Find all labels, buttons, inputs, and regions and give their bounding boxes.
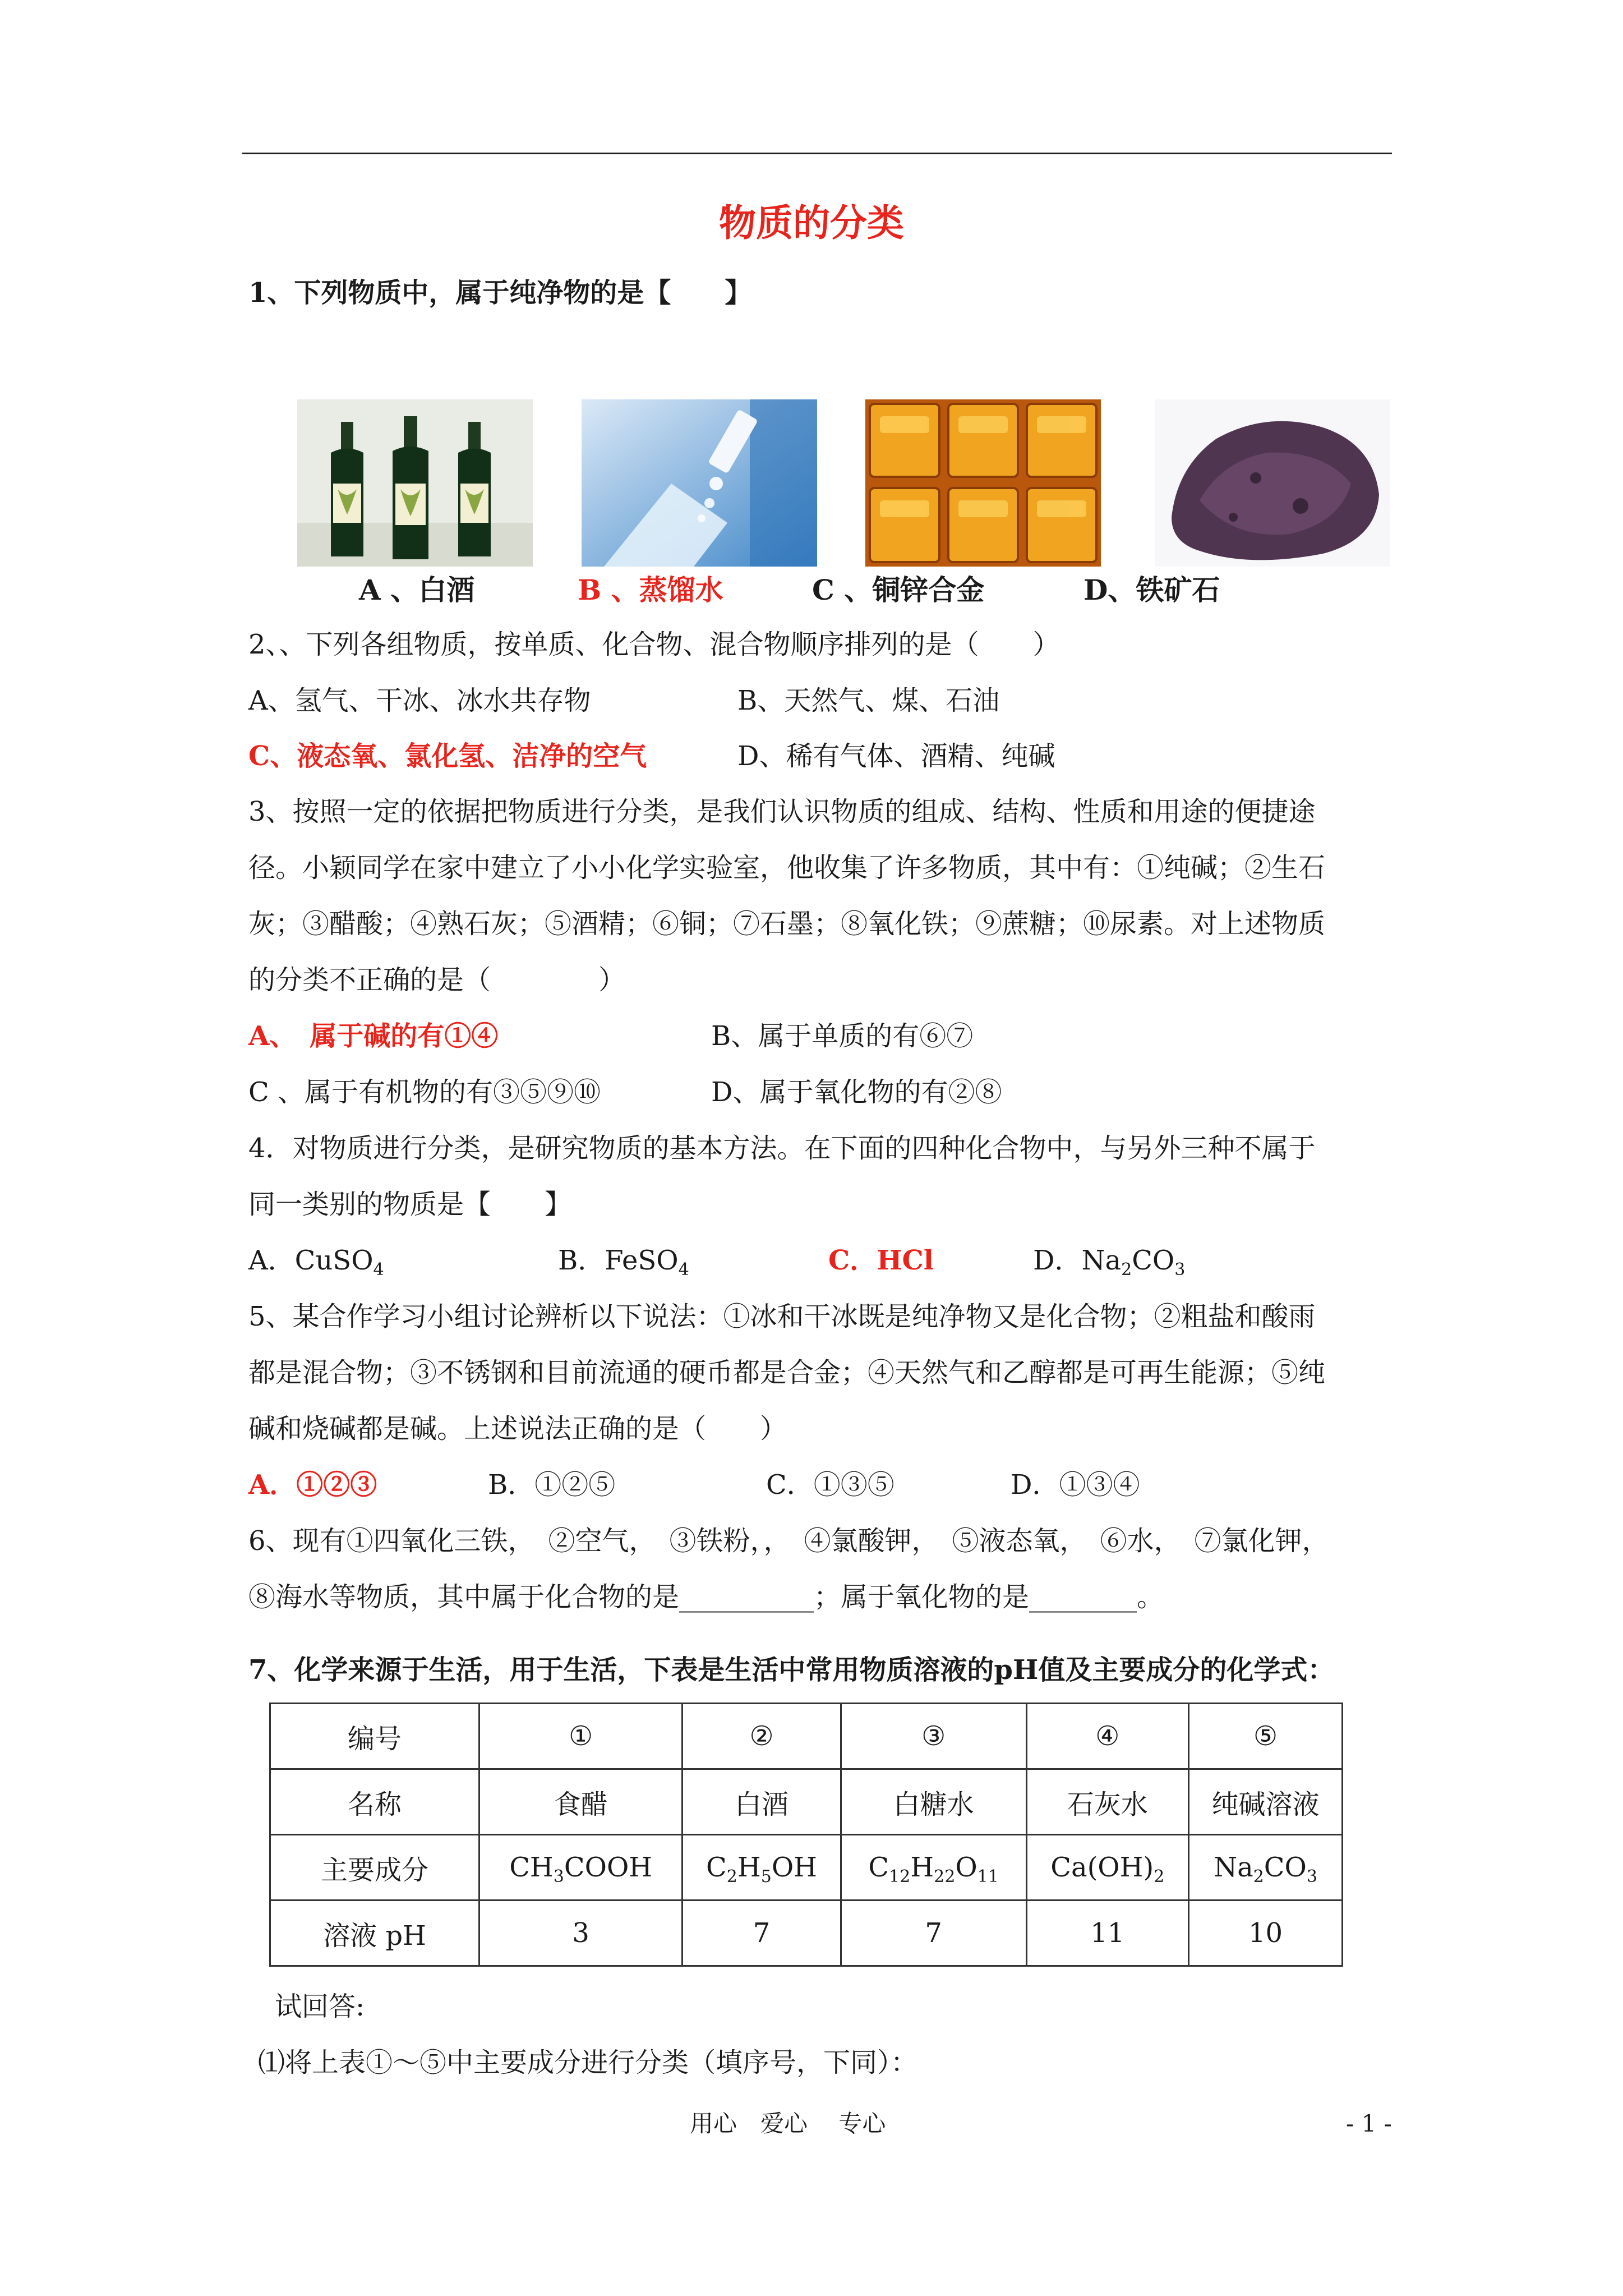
formula-subscript: 3 (1306, 1867, 1317, 1887)
q1-option-a: A 、白酒 (359, 573, 475, 606)
table-row (270, 1769, 1343, 1835)
q4-option-b (558, 1243, 689, 1278)
table-row (270, 1835, 1343, 1901)
q2-option-a: A、氢气、干冰、冰水共存物 (248, 685, 591, 716)
formula-part: C (706, 1852, 727, 1883)
q2-option-c: C、液态氧、氯化氢、洁净的空气 (248, 740, 647, 772)
q6-line-2: ⑧海水等物质，其中属于化合物的是__________；属于氧化物的是________。 (248, 1581, 1164, 1613)
q1-option-c: C 、铜锌合金 (812, 573, 985, 606)
table-cell: 编号 (270, 1704, 479, 1769)
q3-line-1: 3、按照一定的依据把物质进行分类，是我们认识物质的组成、结构、性质和用途的便捷途 (248, 796, 1316, 827)
q4-option-c: C．HCl (828, 1245, 934, 1276)
q3-line-2: 径。小颖同学在家中建立了小小化学实验室，他收集了许多物质，其中有：①纯碱；②生石 (248, 852, 1326, 884)
formula-subscript: 2 (726, 1867, 737, 1887)
q1-option-d: D、铁矿石 (1083, 573, 1220, 606)
gold-bars-image (865, 399, 1101, 567)
q3-line-4: 的分类不正确的是（ ） (248, 964, 626, 996)
q4-option-d-text: D．Na (1033, 1245, 1122, 1276)
table-cell: 白糖水 (841, 1769, 1026, 1835)
table-cell: 名称 (270, 1769, 479, 1835)
formula-subscript: 3 (553, 1867, 564, 1887)
table-row (270, 1704, 1343, 1769)
page-number: - 1 - (1346, 2110, 1392, 2137)
q1-option-b: B 、蒸馏水 (578, 573, 723, 606)
formula-part: Na (1214, 1852, 1253, 1883)
table-cell: 食醋 (479, 1769, 683, 1835)
table-cell: 主要成分 (270, 1835, 479, 1901)
table-cell: ⑤ (1189, 1704, 1343, 1769)
q3-line-3: 灰；③醋酸；④熟石灰；⑤酒精；⑥铜；⑦石墨；⑧氧化铁；⑨蔗糖；⑩尿素。对上述物质 (248, 908, 1326, 940)
q4-option-a (248, 1243, 384, 1278)
q5-line-1: 5、某合作学习小组讨论辨析以下说法：①冰和干冰既是纯净物又是化合物；②粗盐和酸雨 (248, 1301, 1316, 1332)
table-cell: 7 (683, 1901, 841, 1966)
distilled-water-image (582, 399, 817, 567)
formula-subscript: 2 (1253, 1867, 1264, 1887)
iron-ore-image (1155, 399, 1390, 567)
formula-subscript: 22 (934, 1867, 956, 1887)
q5-option-b: B．①②⑤ (488, 1469, 616, 1501)
q7-answer-intro: 试回答: (275, 1991, 365, 2022)
formula-part: Ca(OH) (1050, 1852, 1154, 1883)
formula-part: C (868, 1852, 889, 1883)
q3-option-b: B、属于单质的有⑥⑦ (711, 1020, 974, 1052)
table-cell: 11 (1026, 1901, 1189, 1966)
q7-stem: 7、化学来源于生活，用于生活，下表是生活中常用物质溶液的pH值及主要成分的化学式： (248, 1654, 1335, 1686)
footer-motto: 用心 爱心 专心 (690, 2110, 886, 2137)
formula-part: CO (1264, 1852, 1307, 1883)
q2-option-b: B、天然气、煤、石油 (737, 685, 1000, 716)
q5-option-a: A．①②③ (248, 1469, 377, 1501)
q5-line-2: 都是混合物；③不锈钢和目前流通的硬币都是合金；④天然气和乙醇都是可再生能源；⑤纯 (248, 1357, 1326, 1388)
q3-option-d: D、属于氧化物的有②⑧ (711, 1076, 1002, 1108)
table-cell: 7 (841, 1901, 1026, 1966)
formula-part: COOH (564, 1852, 653, 1883)
formula-cell (841, 1835, 1026, 1901)
ph-table (269, 1703, 1343, 1967)
formula-part: H (910, 1852, 934, 1883)
table-cell: 3 (479, 1901, 683, 1966)
q4-option-d-subscript-2: 3 (1174, 1260, 1186, 1280)
liquor-bottles-image (297, 399, 533, 567)
q4-option-d (1033, 1243, 1185, 1278)
q2-stem: 2、、下列各组物质，按单质、化合物、混合物顺序排列的是（ ） (248, 629, 1060, 660)
q4-option-b-text: B．FeSO (558, 1245, 679, 1276)
formula-cell (479, 1835, 683, 1901)
table-cell: 10 (1189, 1901, 1343, 1966)
page-title: 物质的分类 (719, 201, 904, 245)
formula-cell (683, 1835, 841, 1901)
q4-option-a-text: A．CuSO (248, 1245, 374, 1276)
q4-line-2: 同一类别的物质是【 】 (248, 1189, 572, 1220)
formula-subscript: 5 (760, 1867, 772, 1887)
formula-subscript: 11 (977, 1867, 999, 1887)
table-cell: 白酒 (683, 1769, 841, 1835)
q1-stem: 1、下列物质中，属于纯净物的是【 】 (248, 277, 752, 309)
q7-sub-question-1: ⑴将上表①～⑤中主要成分进行分类（填序号，下同）： (258, 2047, 918, 2078)
formula-cell (1026, 1835, 1189, 1901)
q3-option-c: C 、属于有机物的有③⑤⑨⑩ (248, 1076, 601, 1108)
q4-option-a-subscript: 4 (373, 1260, 384, 1280)
table-cell: 溶液 pH (270, 1901, 479, 1966)
header-rule (242, 153, 1392, 154)
formula-part: OH (771, 1852, 818, 1883)
formula-subscript: 12 (889, 1867, 911, 1887)
q4-option-d-subscript-1: 2 (1121, 1260, 1132, 1280)
q5-option-c: C．①③⑤ (766, 1469, 895, 1501)
q2-option-d: D、稀有气体、酒精、纯碱 (737, 740, 1055, 772)
formula-subscript: 2 (1154, 1867, 1165, 1887)
table-cell: 石灰水 (1026, 1769, 1189, 1835)
table-cell: ① (479, 1704, 683, 1769)
table-cell: ② (683, 1704, 841, 1769)
q4-option-b-subscript: 4 (678, 1260, 689, 1280)
q5-option-d: D．①③④ (1011, 1469, 1140, 1501)
table-cell: 纯碱溶液 (1189, 1769, 1343, 1835)
formula-cell (1189, 1835, 1343, 1901)
table-cell: ③ (841, 1704, 1026, 1769)
q4-option-d-text-2: CO (1132, 1245, 1175, 1276)
q4-line-1: 4．对物质进行分类，是研究物质的基本方法。在下面的四种化合物中，与另外三种不属于 (248, 1133, 1316, 1164)
formula-part: H (737, 1852, 761, 1883)
formula-part: O (955, 1852, 978, 1883)
q3-option-a: A、 属于碱的有①④ (248, 1020, 499, 1052)
table-row (270, 1901, 1343, 1966)
q6-line-1: 6、现有①四氧化三铁， ②空气， ③铁粉，， ④氯酸钾， ⑤液态氧， ⑥水， ⑦氯化钾， (248, 1525, 1329, 1557)
table-cell: ④ (1026, 1704, 1189, 1769)
formula-part: CH (509, 1852, 554, 1883)
q5-line-3: 碱和烧碱都是碱。上述说法正确的是（ ） (248, 1413, 787, 1444)
